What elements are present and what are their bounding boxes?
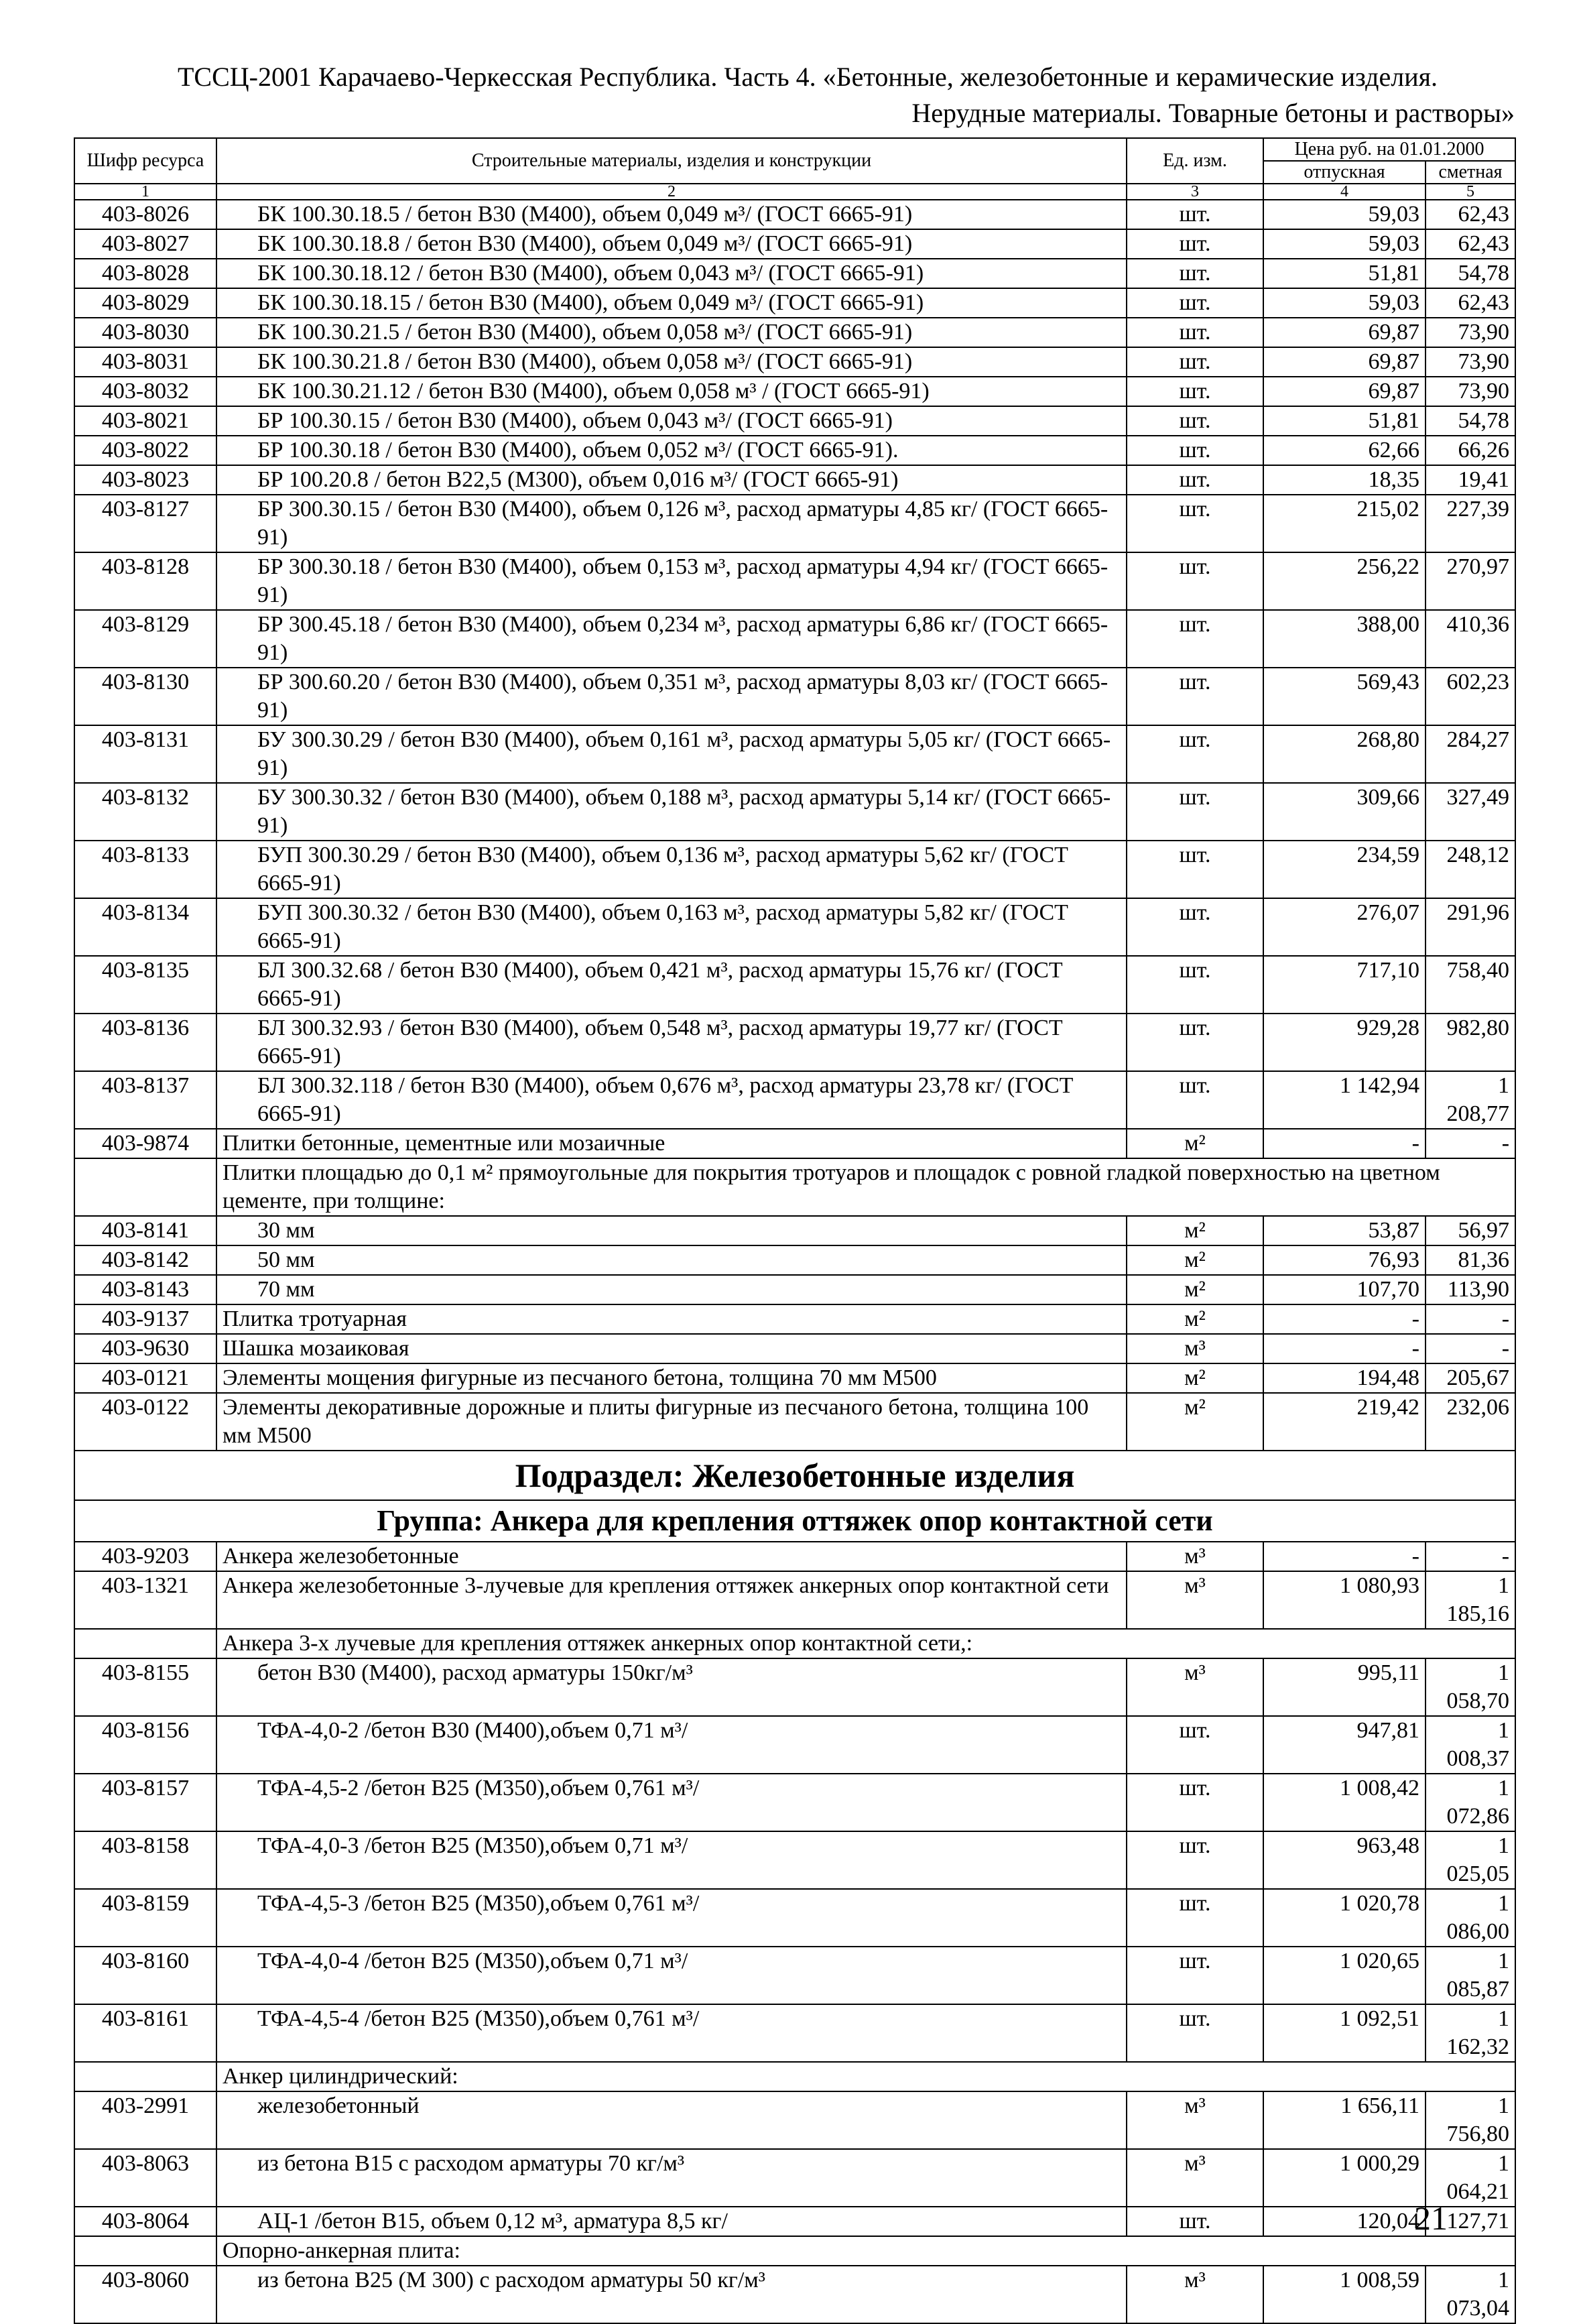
estimate-price: 410,36 bbox=[1426, 610, 1515, 668]
table-row bbox=[74, 1571, 1515, 1629]
resource-code: 403-8063 bbox=[74, 2149, 216, 2207]
subsection-title: Подраздел: Железобетонные изделия bbox=[74, 1451, 1515, 1500]
item-name: Шашка мозаиковая bbox=[216, 1334, 1127, 1363]
resource-code: 403-8141 bbox=[74, 1216, 216, 1245]
table-row bbox=[74, 495, 1515, 552]
table-row bbox=[74, 783, 1515, 841]
unit-cell: шт. bbox=[1127, 347, 1263, 377]
resource-code: 403-8028 bbox=[74, 259, 216, 288]
resource-code: 403-8026 bbox=[74, 200, 216, 229]
unit-cell: м² bbox=[1127, 1393, 1263, 1451]
note-cylindrical-anchor: Анкер цилиндрический: bbox=[216, 2062, 1515, 2091]
estimate-price: 1 208,77 bbox=[1426, 1071, 1515, 1129]
estimate-price: 19,41 bbox=[1426, 465, 1515, 495]
item-name: Плитки бетонные, цементные или мозаичные bbox=[216, 1129, 1127, 1158]
table-row bbox=[74, 465, 1515, 495]
release-price: 1 080,93 bbox=[1263, 1571, 1426, 1629]
col-number-2: 2 bbox=[216, 184, 1127, 200]
resource-code: 403-8060 bbox=[74, 2266, 216, 2323]
resource-code: 403-8160 bbox=[74, 1947, 216, 2004]
estimate-price: 127,71 bbox=[1426, 2207, 1515, 2236]
table-row bbox=[74, 956, 1515, 1014]
unit-cell: шт. bbox=[1127, 406, 1263, 436]
estimate-price: 1 086,00 bbox=[1426, 1889, 1515, 1947]
estimate-price: 1 073,04 bbox=[1426, 2266, 1515, 2323]
estimate-price: 982,80 bbox=[1426, 1014, 1515, 1071]
resource-code: 403-8128 bbox=[74, 552, 216, 610]
release-price: 59,03 bbox=[1263, 288, 1426, 318]
col-header-estimate: сметная bbox=[1426, 161, 1515, 184]
resource-code: 403-8161 bbox=[74, 2004, 216, 2062]
release-price: 947,81 bbox=[1263, 1716, 1426, 1774]
col-header-name: Строительные материалы, изделия и конструкции bbox=[216, 138, 1127, 184]
table-row bbox=[74, 1014, 1515, 1071]
item-name: Элементы мощения фигурные из песчаного бетона, толщина 70 мм М500 bbox=[216, 1363, 1127, 1393]
table-row bbox=[74, 1071, 1515, 1129]
item-name: ТФА-4,5-4 /бетон В25 (М350),объем 0,761 м³/ bbox=[216, 2004, 1127, 2062]
release-price: 62,66 bbox=[1263, 436, 1426, 465]
unit-cell: м³ bbox=[1127, 2149, 1263, 2207]
col-number-1: 1 bbox=[74, 184, 216, 200]
release-price: 194,48 bbox=[1263, 1363, 1426, 1393]
table-row bbox=[74, 552, 1515, 610]
resource-code: 403-9874 bbox=[74, 1129, 216, 1158]
estimate-price: 62,43 bbox=[1426, 200, 1515, 229]
group-title: Группа: Анкера для крепления оттяжек опор контактной сети bbox=[74, 1500, 1515, 1542]
note-anchors-3-ray: Анкера 3-х лучевые для крепления оттяжек анкерных опор контактной сети,: bbox=[216, 1629, 1515, 1658]
table-row bbox=[74, 1831, 1515, 1889]
unit-cell: м² bbox=[1127, 1129, 1263, 1158]
release-price: 215,02 bbox=[1263, 495, 1426, 552]
item-name: БР 300.45.18 / бетон В30 (М400), объем 0,234 м³, расход арматуры 6,86 кг/ (ГОСТ 6665-91) bbox=[216, 610, 1127, 668]
unit-cell: шт. bbox=[1127, 288, 1263, 318]
item-name: 50 мм bbox=[216, 1245, 1127, 1275]
estimate-price: 1 185,16 bbox=[1426, 1571, 1515, 1629]
release-price: 268,80 bbox=[1263, 725, 1426, 783]
resource-code: 403-8132 bbox=[74, 783, 216, 841]
unit-cell: шт. bbox=[1127, 229, 1263, 259]
estimate-price: 113,90 bbox=[1426, 1275, 1515, 1304]
item-name: 70 мм bbox=[216, 1275, 1127, 1304]
table-row bbox=[74, 1363, 1515, 1393]
item-name: из бетона В15 с расходом арматуры 70 кг/м³ bbox=[216, 2149, 1127, 2207]
item-name: БК 100.30.18.15 / бетон В30 (М400), объем 0,049 м³/ (ГОСТ 6665-91) bbox=[216, 288, 1127, 318]
unit-cell: м² bbox=[1127, 1304, 1263, 1334]
item-name: БР 300.30.18 / бетон В30 (М400), объем 0,153 м³, расход арматуры 4,94 кг/ (ГОСТ 6665-91) bbox=[216, 552, 1127, 610]
estimate-price: 66,26 bbox=[1426, 436, 1515, 465]
release-price: 120,04 bbox=[1263, 2207, 1426, 2236]
table-row bbox=[74, 841, 1515, 898]
resource-code: 403-8143 bbox=[74, 1275, 216, 1304]
unit-cell: м³ bbox=[1127, 2091, 1263, 2149]
item-name: БР 300.30.15 / бетон В30 (М400), объем 0,126 м³, расход арматуры 4,85 кг/ (ГОСТ 6665-91) bbox=[216, 495, 1127, 552]
release-price: 256,22 bbox=[1263, 552, 1426, 610]
unit-cell: м² bbox=[1127, 1275, 1263, 1304]
item-name: БК 100.30.18.8 / бетон В30 (М400), объем 0,049 м³/ (ГОСТ 6665-91) bbox=[216, 229, 1127, 259]
table-row bbox=[74, 1774, 1515, 1831]
table-row bbox=[74, 1129, 1515, 1158]
item-name: БЛ 300.32.118 / бетон В30 (М400), объем 0,676 м³, расход арматуры 23,78 кг/ (ГОСТ 6665-91) bbox=[216, 1071, 1127, 1129]
item-name: ТФА-4,0-4 /бетон В25 (М350),объем 0,71 м³/ bbox=[216, 1947, 1127, 2004]
estimate-price: 248,12 bbox=[1426, 841, 1515, 898]
item-name: БУ 300.30.32 / бетон В30 (М400), объем 0,188 м³, расход арматуры 5,14 кг/ (ГОСТ 6665-91) bbox=[216, 783, 1127, 841]
release-price: 18,35 bbox=[1263, 465, 1426, 495]
resource-code: 403-8130 bbox=[74, 668, 216, 725]
table-row bbox=[74, 259, 1515, 288]
release-price: 76,93 bbox=[1263, 1245, 1426, 1275]
resource-code: 403-8030 bbox=[74, 318, 216, 347]
unit-cell: шт. bbox=[1127, 1774, 1263, 1831]
block-anchors-3-ray bbox=[74, 1658, 1515, 2062]
page-header bbox=[74, 59, 1515, 131]
item-name: Элементы декоративные дорожные и плиты фигурные из песчаного бетона, толщина 100 мм М500 bbox=[216, 1393, 1127, 1451]
table-row bbox=[74, 725, 1515, 783]
item-name: БК 100.30.21.5 / бетон В30 (М400), объем 0,058 м³/ (ГОСТ 6665-91) bbox=[216, 318, 1127, 347]
estimate-price: 270,97 bbox=[1426, 552, 1515, 610]
resource-code: 403-8129 bbox=[74, 610, 216, 668]
table-row bbox=[74, 406, 1515, 436]
table-row bbox=[74, 2091, 1515, 2149]
unit-cell: м² bbox=[1127, 1216, 1263, 1245]
header-line-2: Нерудные материалы. Товарные бетоны и растворы» bbox=[911, 98, 1515, 128]
item-name: БЛ 300.32.93 / бетон В30 (М400), объем 0,548 м³, расход арматуры 19,77 кг/ (ГОСТ 6665-91) bbox=[216, 1014, 1127, 1071]
release-price: 51,81 bbox=[1263, 406, 1426, 436]
unit-cell: м³ bbox=[1127, 1334, 1263, 1363]
item-name: ТФА-4,5-2 /бетон В25 (М350),объем 0,761 м³/ bbox=[216, 1774, 1127, 1831]
unit-cell: шт. bbox=[1127, 1831, 1263, 1889]
table-row bbox=[74, 1393, 1515, 1451]
table-row bbox=[74, 1889, 1515, 1947]
table-row bbox=[74, 1275, 1515, 1304]
empty-code-cell bbox=[74, 1158, 216, 1216]
unit-cell: м³ bbox=[1127, 1571, 1263, 1629]
release-price: 1 092,51 bbox=[1263, 2004, 1426, 2062]
unit-cell: шт. bbox=[1127, 1071, 1263, 1129]
estimate-price: 56,97 bbox=[1426, 1216, 1515, 1245]
col-header-release: отпускная bbox=[1263, 161, 1426, 184]
resource-code: 403-9203 bbox=[74, 1542, 216, 1571]
release-price: 1 008,59 bbox=[1263, 2266, 1426, 2323]
estimate-price: 1 072,86 bbox=[1426, 1774, 1515, 1831]
item-name: БР 100.30.18 / бетон В30 (М400), объем 0,052 м³/ (ГОСТ 6665-91). bbox=[216, 436, 1127, 465]
item-name: Анкера железобетонные 3-лучевые для крепления оттяжек анкерных опор контактной сети bbox=[216, 1571, 1127, 1629]
table-row bbox=[74, 377, 1515, 406]
item-name: БК 100.30.21.8 / бетон В30 (М400), объем 0,058 м³/ (ГОСТ 6665-91) bbox=[216, 347, 1127, 377]
unit-cell: шт. bbox=[1127, 318, 1263, 347]
release-price: 107,70 bbox=[1263, 1275, 1426, 1304]
release-price: 69,87 bbox=[1263, 347, 1426, 377]
estimate-price: 758,40 bbox=[1426, 956, 1515, 1014]
unit-cell: шт. bbox=[1127, 841, 1263, 898]
col-number-5: 5 bbox=[1426, 184, 1515, 200]
release-price: 388,00 bbox=[1263, 610, 1426, 668]
table-row bbox=[74, 2207, 1515, 2236]
estimate-price: 227,39 bbox=[1426, 495, 1515, 552]
unit-cell: шт. bbox=[1127, 436, 1263, 465]
item-name: БУП 300.30.29 / бетон В30 (М400), объем 0,136 м³, расход арматуры 5,62 кг/ (ГОСТ 6665-91) bbox=[216, 841, 1127, 898]
resource-code: 403-0122 bbox=[74, 1393, 216, 1451]
unit-cell: шт. bbox=[1127, 668, 1263, 725]
unit-cell: шт. bbox=[1127, 783, 1263, 841]
table-row bbox=[74, 1947, 1515, 2004]
unit-cell: шт. bbox=[1127, 465, 1263, 495]
unit-cell: м² bbox=[1127, 1363, 1263, 1393]
item-name: БУП 300.30.32 / бетон В30 (М400), объем 0,163 м³, расход арматуры 5,82 кг/ (ГОСТ 6665-91) bbox=[216, 898, 1127, 956]
block-tiles bbox=[74, 1216, 1515, 1451]
header-line-1: ТССЦ-2001 Карачаево-Черкесская Республика. Часть 4. «Бетонные, железобетонные и керамические изделия. bbox=[177, 62, 1438, 92]
resource-code: 403-8137 bbox=[74, 1071, 216, 1129]
estimate-price: 62,43 bbox=[1426, 288, 1515, 318]
resource-code: 403-8135 bbox=[74, 956, 216, 1014]
resource-code: 403-9137 bbox=[74, 1304, 216, 1334]
table-row bbox=[74, 288, 1515, 318]
unit-cell: шт. bbox=[1127, 2207, 1263, 2236]
release-price: 717,10 bbox=[1263, 956, 1426, 1014]
unit-cell: м³ bbox=[1127, 1542, 1263, 1571]
release-price: 569,43 bbox=[1263, 668, 1426, 725]
estimate-price: 327,49 bbox=[1426, 783, 1515, 841]
estimate-price: 1 064,21 bbox=[1426, 2149, 1515, 2207]
estimate-price: 1 025,05 bbox=[1426, 1831, 1515, 1889]
resource-code: 403-8136 bbox=[74, 1014, 216, 1071]
item-name: АЦ-1 /бетон В15, объем 0,12 м³, арматура 8,5 кг/ bbox=[216, 2207, 1127, 2236]
item-name: Плитка тротуарная bbox=[216, 1304, 1127, 1334]
col-header-code: Шифр ресурса bbox=[74, 138, 216, 184]
block-concrete-items bbox=[74, 200, 1515, 1158]
resource-code: 403-8031 bbox=[74, 347, 216, 377]
estimate-price: 54,78 bbox=[1426, 259, 1515, 288]
resource-code: 403-8155 bbox=[74, 1658, 216, 1716]
unit-cell: м² bbox=[1127, 1245, 1263, 1275]
unit-cell: шт. bbox=[1127, 1947, 1263, 2004]
resource-code: 403-8064 bbox=[74, 2207, 216, 2236]
note-anchors-block bbox=[74, 1629, 1515, 1658]
release-price: 1 020,65 bbox=[1263, 1947, 1426, 2004]
item-name: БЛ 300.32.68 / бетон В30 (М400), объем 0,421 м³, расход арматуры 15,76 кг/ (ГОСТ 6665-91) bbox=[216, 956, 1127, 1014]
table-row bbox=[74, 318, 1515, 347]
block-anchors bbox=[74, 1542, 1515, 1629]
table-row bbox=[74, 347, 1515, 377]
estimate-price: 73,90 bbox=[1426, 377, 1515, 406]
item-name: БК 100.30.21.12 / бетон В30 (М400), объем 0,058 м³ / (ГОСТ 6665-91) bbox=[216, 377, 1127, 406]
estimate-price: 73,90 bbox=[1426, 318, 1515, 347]
release-price: - bbox=[1263, 1334, 1426, 1363]
estimate-price: 232,06 bbox=[1426, 1393, 1515, 1451]
release-price: 51,81 bbox=[1263, 259, 1426, 288]
release-price: - bbox=[1263, 1304, 1426, 1334]
resource-code: 403-2991 bbox=[74, 2091, 216, 2149]
estimate-price: 1 085,87 bbox=[1426, 1947, 1515, 2004]
table-row bbox=[74, 200, 1515, 229]
estimate-price: 291,96 bbox=[1426, 898, 1515, 956]
resource-code: 403-8142 bbox=[74, 1245, 216, 1275]
item-name: БР 300.60.20 / бетон В30 (М400), объем 0,351 м³, расход арматуры 8,03 кг/ (ГОСТ 6665-91) bbox=[216, 668, 1127, 725]
release-price: 219,42 bbox=[1263, 1393, 1426, 1451]
unit-cell: шт. bbox=[1127, 725, 1263, 783]
note-plate-block bbox=[74, 2236, 1515, 2266]
release-price: 309,66 bbox=[1263, 783, 1426, 841]
unit-cell: шт. bbox=[1127, 1716, 1263, 1774]
table-row bbox=[74, 1245, 1515, 1275]
empty-code-cell bbox=[74, 2062, 216, 2091]
item-name: ТФА-4,0-3 /бетон В25 (М350),объем 0,71 м³/ bbox=[216, 1831, 1127, 1889]
block-cylindrical-anchors bbox=[74, 2091, 1515, 2236]
table-row bbox=[74, 668, 1515, 725]
estimate-price: 602,23 bbox=[1426, 668, 1515, 725]
estimate-price: 284,27 bbox=[1426, 725, 1515, 783]
resource-code: 403-8131 bbox=[74, 725, 216, 783]
resource-code: 403-8159 bbox=[74, 1889, 216, 1947]
subsection-block bbox=[74, 1451, 1515, 1542]
item-name: БР 100.30.15 / бетон В30 (М400), объем 0,043 м³/ (ГОСТ 6665-91) bbox=[216, 406, 1127, 436]
table-row bbox=[74, 610, 1515, 668]
resource-code: 403-8032 bbox=[74, 377, 216, 406]
item-name: БК 100.30.18.5 / бетон В30 (М400), объем 0,049 м³/ (ГОСТ 6665-91) bbox=[216, 200, 1127, 229]
estimate-price: - bbox=[1426, 1304, 1515, 1334]
col-number-3: 3 bbox=[1127, 184, 1263, 200]
price-table bbox=[74, 137, 1516, 2324]
empty-code-cell bbox=[74, 1629, 216, 1658]
col-number-4: 4 bbox=[1263, 184, 1426, 200]
item-name: БК 100.30.18.12 / бетон В30 (М400), объем 0,043 м³/ (ГОСТ 6665-91) bbox=[216, 259, 1127, 288]
estimate-price: - bbox=[1426, 1129, 1515, 1158]
resource-code: 403-8133 bbox=[74, 841, 216, 898]
resource-code: 403-8127 bbox=[74, 495, 216, 552]
release-price: 995,11 bbox=[1263, 1658, 1426, 1716]
item-name: ТФА-4,0-2 /бетон В30 (М400),объем 0,71 м³/ bbox=[216, 1716, 1127, 1774]
unit-cell: м³ bbox=[1127, 2266, 1263, 2323]
unit-cell: шт. bbox=[1127, 1014, 1263, 1071]
table-row bbox=[74, 1716, 1515, 1774]
release-price: 69,87 bbox=[1263, 377, 1426, 406]
resource-code: 403-8157 bbox=[74, 1774, 216, 1831]
table-row bbox=[74, 898, 1515, 956]
col-header-price: Цена руб. на 01.01.2000 bbox=[1263, 138, 1515, 161]
release-price: - bbox=[1263, 1129, 1426, 1158]
item-name: 30 мм bbox=[216, 1216, 1127, 1245]
resource-code: 403-0121 bbox=[74, 1363, 216, 1393]
resource-code: 403-8029 bbox=[74, 288, 216, 318]
block-anchor-plates bbox=[74, 2266, 1515, 2323]
page-number: 21 bbox=[1414, 2199, 1448, 2237]
estimate-price: 205,67 bbox=[1426, 1363, 1515, 1393]
resource-code: 403-8027 bbox=[74, 229, 216, 259]
release-price: 1 008,42 bbox=[1263, 1774, 1426, 1831]
estimate-price: 62,43 bbox=[1426, 229, 1515, 259]
unit-cell: шт. bbox=[1127, 495, 1263, 552]
note-anchor-plate: Опорно-анкерная плита: bbox=[216, 2236, 1515, 2266]
release-price: 69,87 bbox=[1263, 318, 1426, 347]
resource-code: 403-8022 bbox=[74, 436, 216, 465]
estimate-price: 54,78 bbox=[1426, 406, 1515, 436]
unit-cell: шт. bbox=[1127, 377, 1263, 406]
table-row bbox=[74, 229, 1515, 259]
empty-code-cell bbox=[74, 2236, 216, 2266]
release-price: 1 000,29 bbox=[1263, 2149, 1426, 2207]
release-price: 276,07 bbox=[1263, 898, 1426, 956]
resource-code: 403-1321 bbox=[74, 1571, 216, 1629]
table-row bbox=[74, 2004, 1515, 2062]
release-price: 53,87 bbox=[1263, 1216, 1426, 1245]
resource-code: 403-9630 bbox=[74, 1334, 216, 1363]
item-name: Анкера железобетонные bbox=[216, 1542, 1127, 1571]
resource-code: 403-8023 bbox=[74, 465, 216, 495]
estimate-price: - bbox=[1426, 1542, 1515, 1571]
note-tiles-block bbox=[74, 1158, 1515, 1216]
resource-code: 403-8021 bbox=[74, 406, 216, 436]
table-row bbox=[74, 1658, 1515, 1716]
item-name: БР 100.20.8 / бетон В22,5 (М300), объем 0,016 м³/ (ГОСТ 6665-91) bbox=[216, 465, 1127, 495]
unit-cell: шт. bbox=[1127, 898, 1263, 956]
item-name: бетон В30 (М400), расход арматуры 150кг/м³ bbox=[216, 1658, 1127, 1716]
unit-cell: шт. bbox=[1127, 956, 1263, 1014]
release-price: 59,03 bbox=[1263, 200, 1426, 229]
resource-code: 403-8156 bbox=[74, 1716, 216, 1774]
release-price: 963,48 bbox=[1263, 1831, 1426, 1889]
release-price: 1 020,78 bbox=[1263, 1889, 1426, 1947]
item-name: ТФА-4,5-3 /бетон В25 (М350),объем 0,761 м³/ bbox=[216, 1889, 1127, 1947]
estimate-price: 1 162,32 bbox=[1426, 2004, 1515, 2062]
release-price: 929,28 bbox=[1263, 1014, 1426, 1071]
resource-code: 403-8158 bbox=[74, 1831, 216, 1889]
unit-cell: м³ bbox=[1127, 1658, 1263, 1716]
resource-code: 403-8134 bbox=[74, 898, 216, 956]
unit-cell: шт. bbox=[1127, 259, 1263, 288]
table-row bbox=[74, 436, 1515, 465]
estimate-price: 81,36 bbox=[1426, 1245, 1515, 1275]
table-row bbox=[74, 2149, 1515, 2207]
item-name: из бетона В25 (М 300) с расходом арматуры 50 кг/м³ bbox=[216, 2266, 1127, 2323]
note-tiles: Плитки площадью до 0,1 м² прямоугольные для покрытия тротуаров и площадок с ровной гладкой поверхностью на цветном цементе, при толщине: bbox=[216, 1158, 1515, 1216]
release-price: - bbox=[1263, 1542, 1426, 1571]
table-row bbox=[74, 1334, 1515, 1363]
item-name: железобетонный bbox=[216, 2091, 1127, 2149]
estimate-price: 73,90 bbox=[1426, 347, 1515, 377]
release-price: 1 142,94 bbox=[1263, 1071, 1426, 1129]
release-price: 1 656,11 bbox=[1263, 2091, 1426, 2149]
table-row bbox=[74, 2266, 1515, 2323]
table-row bbox=[74, 1216, 1515, 1245]
unit-cell: шт. bbox=[1127, 1889, 1263, 1947]
note-cyl-block bbox=[74, 2062, 1515, 2091]
unit-cell: шт. bbox=[1127, 610, 1263, 668]
unit-cell: шт. bbox=[1127, 2004, 1263, 2062]
estimate-price: 1 058,70 bbox=[1426, 1658, 1515, 1716]
col-header-unit: Ед. изм. bbox=[1127, 138, 1263, 184]
estimate-price: - bbox=[1426, 1334, 1515, 1363]
estimate-price: 1 008,37 bbox=[1426, 1716, 1515, 1774]
unit-cell: шт. bbox=[1127, 200, 1263, 229]
release-price: 59,03 bbox=[1263, 229, 1426, 259]
table-row bbox=[74, 1304, 1515, 1334]
estimate-price: 1 756,80 bbox=[1426, 2091, 1515, 2149]
table-row bbox=[74, 1542, 1515, 1571]
unit-cell: шт. bbox=[1127, 552, 1263, 610]
release-price: 234,59 bbox=[1263, 841, 1426, 898]
item-name: БУ 300.30.29 / бетон В30 (М400), объем 0,161 м³, расход арматуры 5,05 кг/ (ГОСТ 6665-91) bbox=[216, 725, 1127, 783]
